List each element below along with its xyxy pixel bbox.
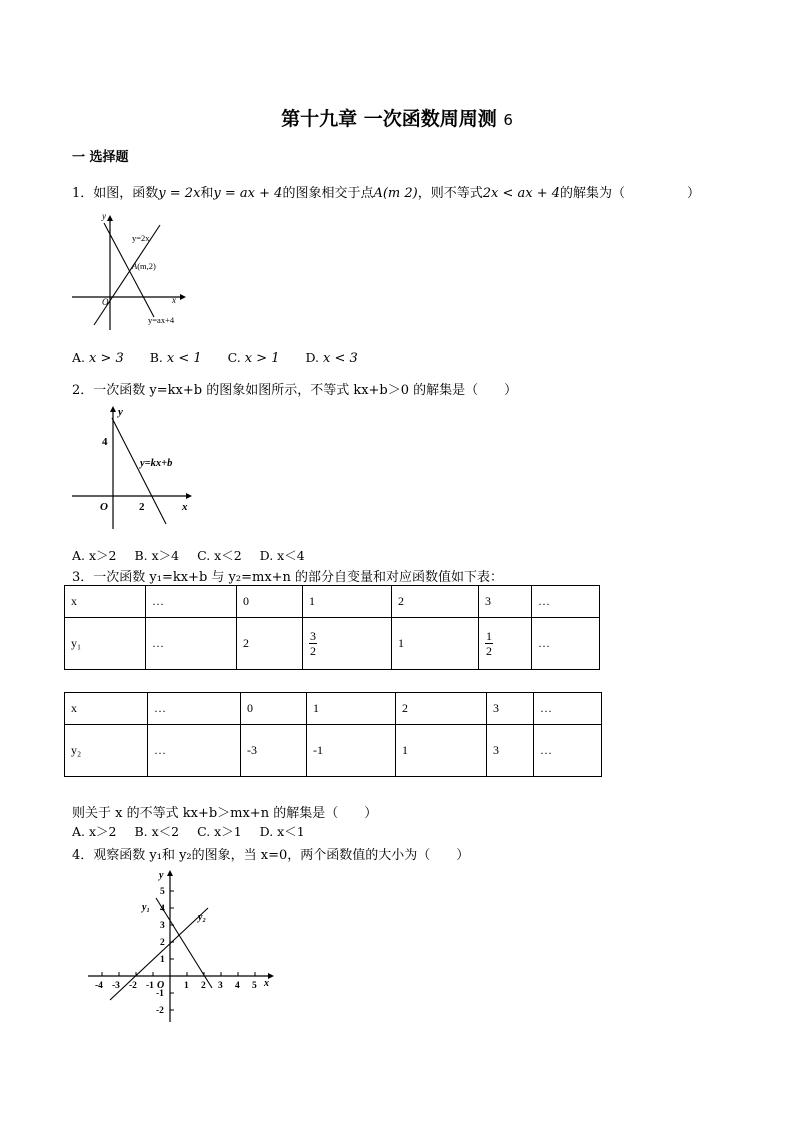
table-cell: … — [146, 586, 237, 618]
title-number: 6 — [503, 111, 513, 129]
table-cell: 1 — [303, 586, 392, 618]
table-y2 — [64, 692, 602, 777]
option-c[interactable]: C. x＜2 — [197, 548, 242, 563]
table-cell: 2 — [396, 693, 487, 725]
origin-label: O — [100, 501, 108, 513]
y-axis-label: y — [102, 211, 106, 221]
question-1-graph — [66, 205, 196, 335]
table-cell: y₂ — [65, 725, 148, 777]
option-c[interactable]: C. x＞1 — [197, 824, 242, 839]
table-row — [65, 725, 602, 777]
option-a[interactable]: A. x＞2 — [72, 548, 117, 563]
question-2-graph — [66, 402, 196, 532]
svg-text:-4: -4 — [95, 981, 103, 991]
table-cell: … — [148, 693, 241, 725]
table-cell: 3 — [487, 693, 534, 725]
table-cell: x — [65, 586, 146, 618]
x-axis-label: x — [264, 978, 269, 989]
table-row — [65, 586, 600, 618]
option-a[interactable]: A. x＞2 — [72, 824, 117, 839]
question-1-stem: 1．如图，函数y = 2x和y = ax + 4的图象相交于点A(m 2)，则不等式2x < ax + 4的解集为（ ） — [72, 186, 701, 201]
fraction-1-2: $\frac{1}{2}$ — [486, 629, 492, 658]
table-cell: 1 — [307, 693, 396, 725]
table-cell: 3 — [479, 586, 532, 618]
table-cell: 0 — [237, 586, 303, 618]
svg-text:-1: -1 — [146, 981, 154, 991]
table-cell: 0 — [241, 693, 307, 725]
svg-text:4: 4 — [160, 904, 165, 914]
x-tick-labels — [95, 981, 257, 991]
point-a-label: A(m,2) — [132, 261, 156, 271]
line-label: y=kx+b — [140, 458, 173, 469]
question-4-graph — [84, 864, 284, 1028]
y-axis-arrow — [110, 406, 116, 412]
question-3-stem: 3．一次函数 y₁=kx+b 与 y₂=mx+n 的部分自变量和对应函数值如下表： — [72, 570, 504, 585]
svg-text:-1: -1 — [156, 989, 164, 999]
y-axis-label: y — [159, 870, 164, 881]
svg-text:5: 5 — [160, 887, 165, 897]
x-axis-label: x — [182, 501, 188, 513]
option-c[interactable]: C. x > 1 — [227, 350, 280, 366]
svg-text:5: 5 — [252, 981, 257, 991]
y-axis-arrow — [107, 215, 113, 221]
table-cell: x — [65, 693, 148, 725]
question-1-options — [72, 350, 380, 366]
option-d[interactable]: D. x < 3 — [305, 350, 358, 366]
svg-text:-3: -3 — [112, 981, 120, 991]
svg-text:2: 2 — [201, 981, 206, 991]
y-axis-arrow — [167, 870, 173, 876]
x-axis-arrow — [186, 493, 192, 499]
line1-label: y₁ — [142, 902, 150, 913]
line2-label: y=ax+4 — [148, 315, 175, 325]
question-2-stem: 2．一次函数 y=kx+b 的图象如图所示，不等式 kx+b＞0 的解集是（ ） — [72, 383, 518, 398]
y-intercept-label: 4 — [102, 436, 108, 448]
table-y1 — [64, 585, 600, 670]
svg-text:-2: -2 — [129, 981, 137, 991]
section-heading: 一 选择题 — [72, 150, 129, 165]
line2-label: y₂ — [198, 912, 206, 923]
table-cell: -3 — [241, 725, 307, 777]
question-3-prompt: 则关于 x 的不等式 kx+b＞mx+n 的解集是（ ） — [72, 806, 378, 821]
svg-text:1: 1 — [160, 955, 165, 965]
svg-text:-2: -2 — [156, 1006, 164, 1016]
option-d[interactable]: D. x＜4 — [259, 548, 305, 563]
y-tick-labels — [156, 887, 165, 1016]
table-cell — [479, 618, 532, 670]
table-cell: 1 — [396, 725, 487, 777]
table-cell: … — [534, 693, 602, 725]
table-cell: … — [532, 586, 600, 618]
origin-label: O — [102, 297, 109, 307]
table-cell: y₁ — [65, 618, 146, 670]
table-cell: 1 — [392, 618, 479, 670]
table-cell: 2 — [237, 618, 303, 670]
question-3-options — [72, 822, 327, 840]
table-row — [65, 693, 602, 725]
fraction-3-2: $\frac{3}{2}$ — [310, 629, 316, 658]
x-intercept-label: 2 — [139, 501, 145, 513]
option-d[interactable]: D. x＜1 — [259, 824, 305, 839]
option-b[interactable]: B. x＞4 — [134, 548, 180, 563]
axis-ticks — [102, 891, 255, 1010]
svg-text:3: 3 — [218, 981, 223, 991]
table-cell: -1 — [307, 725, 396, 777]
table-cell: … — [534, 725, 602, 777]
origin-label: O — [157, 980, 165, 991]
option-a[interactable]: A. x > 3 — [72, 350, 124, 366]
svg-text:4: 4 — [235, 981, 240, 991]
svg-text:3: 3 — [160, 921, 165, 931]
table-cell: … — [532, 618, 600, 670]
question-4-stem: 4．观察函数 y₁和 y₂的图象，当 x=0，两个函数值的大小为（ ） — [72, 848, 470, 863]
page-title: 第十九章 一次函数周周测 6 — [281, 108, 513, 130]
y-axis-label: y — [118, 406, 123, 418]
table-row — [65, 618, 600, 670]
x-axis-arrow — [180, 294, 186, 300]
line1-label: y=2x — [132, 233, 150, 243]
table-cell — [303, 618, 392, 670]
table-cell: … — [146, 618, 237, 670]
question-2-options — [72, 546, 327, 564]
table-cell: … — [148, 725, 241, 777]
svg-text:1: 1 — [184, 981, 189, 991]
option-b[interactable]: B. x < 1 — [149, 350, 202, 366]
table-cell: 3 — [487, 725, 534, 777]
option-b[interactable]: B. x＜2 — [134, 824, 180, 839]
table-cell: 2 — [392, 586, 479, 618]
svg-text:2: 2 — [160, 938, 165, 948]
x-axis-label: x — [172, 295, 176, 305]
